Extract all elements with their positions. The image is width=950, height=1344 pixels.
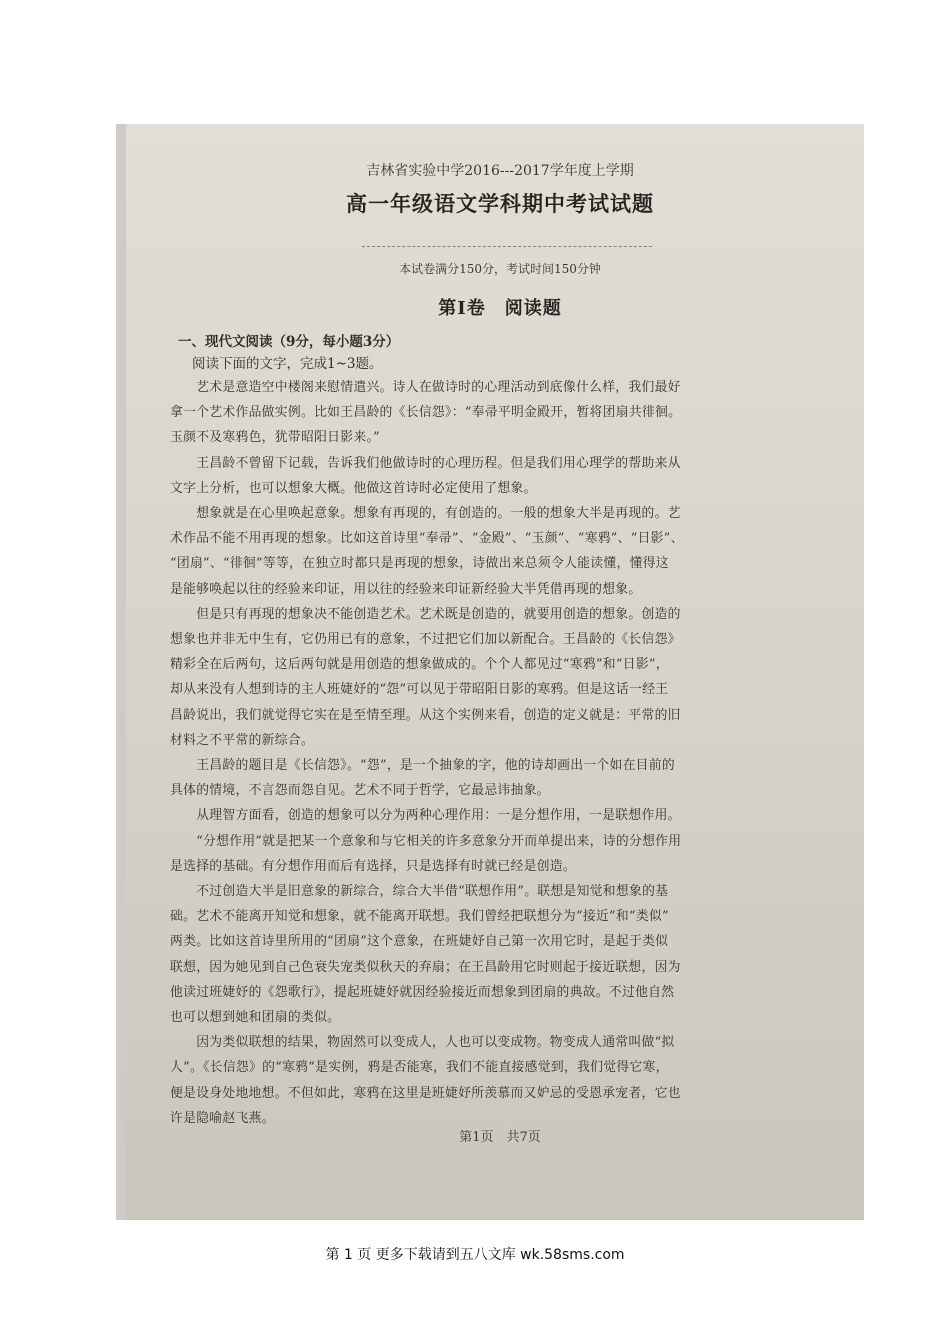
body-line: 因为类似联想的结果，物固然可以变成人，人也可以变成物。物变成人通常叫做“拟 xyxy=(170,1035,675,1050)
body-line: 艺术是意造空中楼阁来慰情遣兴。诗人在做诗时的心理活动到底像什么样，我们最好 xyxy=(170,380,681,395)
body-line: 拿一个艺术作品做实例。比如王昌龄的《长信怨》：“奉帚平明金殿开，暂将团扇共徘徊。 xyxy=(170,405,682,420)
body-line: 从理智方面看，创造的想象可以分为两种心理作用：一是分想作用，一是联想作用。 xyxy=(170,808,681,823)
reading-instruction: 阅读下面的文字，完成1~3题。 xyxy=(192,356,383,372)
school-name: 吉林省实验中学2016---2017学年度上学期 xyxy=(366,163,634,179)
body-line: “分想作用”就是把某一个意象和与它相关的许多意象分开而单提出来，诗的分想作用 xyxy=(170,834,682,849)
body-line: 也可以想到她和团扇的类似。 xyxy=(170,1010,341,1025)
body-line: 是能够唤起以往的经验来印证，用以往的经验来印证新经验大半凭借再现的想象。 xyxy=(170,582,642,597)
document-photo xyxy=(116,124,864,1220)
title-separator xyxy=(362,246,652,247)
exam-note: 本试卷满分150分，考试时间150分钟 xyxy=(399,262,601,276)
body-line: 王昌龄不曾留下记载，告诉我们他做诗时的心理历程。但是我们用心理学的帮助来从 xyxy=(170,456,681,471)
exam-paper xyxy=(126,124,864,1220)
body-line: 玉颜不及寒鸦色，犹带昭阳日影来。” xyxy=(170,430,380,445)
body-line: 具体的情境，不言怨而怨自见。艺术不同于哲学，它最忌讳抽象。 xyxy=(170,783,550,798)
body-line: 便是设身处地地想。不但如此，寒鸦在这里是班婕妤所羡慕而又妒忌的受恩承宠者，它也 xyxy=(170,1086,681,1101)
body-line: 两类。比如这首诗里所用的“团扇”这个意象，在班婕妤自己第一次用它时，是起于类似 xyxy=(170,934,669,949)
body-line: 昌龄说出，我们就觉得它实在是至情至理。从这个实例来看，创造的定义就是：平常的旧 xyxy=(170,708,681,723)
body-line: 却从来没有人想到诗的主人班婕妤的“怨”可以见于带昭阳日影的寒鸦。但是这话一经王 xyxy=(170,682,669,697)
exam-title: 高一年级语文学科期中考试试题 xyxy=(346,191,654,216)
volume-heading: 第Ⅰ卷 阅读题 xyxy=(438,298,562,319)
body-line: 人”。《长信怨》的“寒鸦”是实例，鸦是否能寒，我们不能直接感觉到，我们觉得它寒， xyxy=(170,1060,669,1075)
body-line: 想象就是在心里唤起意象。想象有再现的，有创造的。一般的想象大半是再现的。艺 xyxy=(170,506,681,521)
body-line: 联想，因为她见到自己色衰失宠类似秋天的弃扇；在王昌龄用它时则起于接近联想，因为 xyxy=(170,960,681,975)
body-line: 他读过班婕妤的《怨歌行》，提起班婕妤就因经验接近而想象到团扇的典故。不过他自然 xyxy=(170,985,675,1000)
body-line: 文字上分析，也可以想象大概。他做这首诗时必定使用了想象。 xyxy=(170,481,537,496)
body-line: 术作品不能不用再现的想象。比如这首诗里“奉帚”、“金殿”、“玉颜”、“寒鸦”、“日影”、 xyxy=(170,531,684,546)
footer-text: 第 1 页 更多下载请到五八文库 wk.58sms.com xyxy=(325,1247,625,1263)
body-line: 础。艺术不能离开知觉和想象，就不能离开联想。我们曾经把联想分为“接近”和“类似” xyxy=(170,909,669,924)
body-line: 想象也并非无中生有，它仍用已有的意象，不过把它们加以新配合。王昌龄的《长信怨》 xyxy=(170,632,681,647)
body-line: 不过创造大半是旧意象的新综合，综合大半借“联想作用”。联想是知觉和想象的基 xyxy=(170,884,669,899)
body-line: 许是隐喻赵飞燕。 xyxy=(170,1111,275,1126)
page-indicator: 第1页 共7页 xyxy=(459,1130,541,1145)
body-line: 材料之不平常的新综合。 xyxy=(170,733,315,748)
body-line: 精彩全在后两句，这后两句就是用创造的想象做成的。个个人都见过“寒鸦”和“日影”， xyxy=(170,657,669,672)
body-line: “团扇”、“徘徊”等等，在独立时都只是再现的想象，诗做出来总须令人能读懂，懂得这 xyxy=(170,556,669,571)
section-heading: 一、现代文阅读（9分，每小题3分） xyxy=(178,334,400,350)
body-line: 是选择的基础。有分想作用而后有选择，只是选择有时就已经是创造。 xyxy=(170,859,577,874)
body-line: 但是只有再现的想象决不能创造艺术。艺术既是创造的，就要用创造的想象。创造的 xyxy=(170,607,681,622)
body-line: 王昌龄的题目是《长信怨》。“怨”，是一个抽象的字，他的诗却画出一个如在目前的 xyxy=(170,758,675,773)
